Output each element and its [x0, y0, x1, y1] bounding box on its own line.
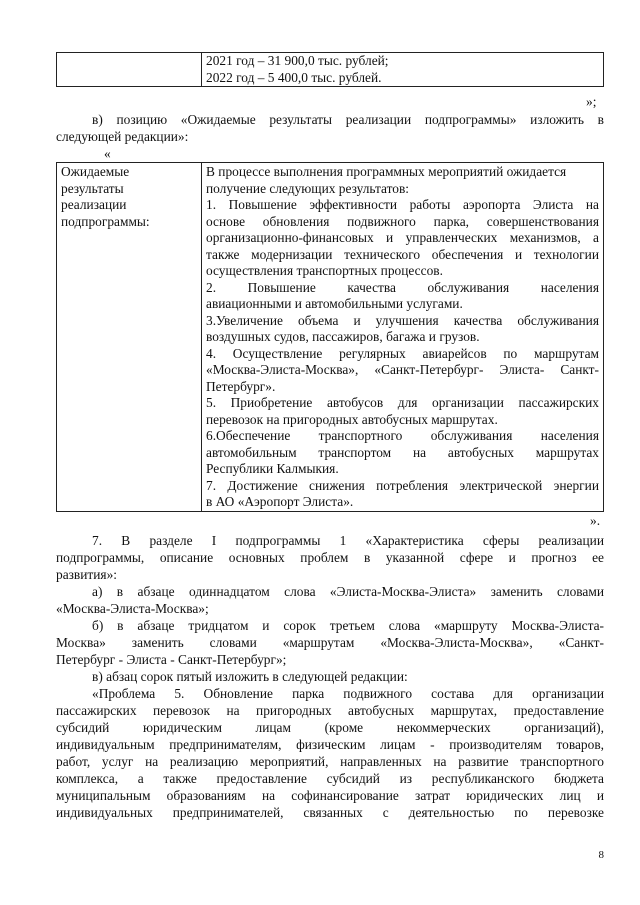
funding-line-2021: 2021 год – 31 900,0 тыс. рублей;: [206, 53, 389, 68]
paragraph-line: субсидий юридическим лицам (кроме некоммерческих организаций),: [56, 720, 604, 735]
paragraph-line: развития»:: [56, 567, 118, 582]
paragraph-line: подпрограммы, описание основных проблем в указанной сфере и прогноз ее: [56, 550, 604, 565]
results-line: 1. Повышение эффективности работы аэропорта Элиста на: [206, 197, 599, 212]
paragraph-line: муниципальным образованиям на софинансирование затрат юридических лиц и: [56, 788, 604, 803]
funding-table-fragment: [56, 52, 604, 87]
table-cell-empty: [57, 53, 202, 87]
paragraph-section-7: [56, 532, 604, 583]
results-line: организационно-финансовых и управленческих механизмов, а: [206, 230, 599, 245]
paragraph-line: комплекса, а также предоставление субсидий из республиканского бюджета: [56, 771, 604, 786]
paragraph-line: Москва» заменить словами «маршрутам «Москва-Элиста-Москва», «Санкт-: [56, 635, 604, 650]
results-label-cell: [57, 163, 202, 512]
results-line: 2. Повышение качества обслуживания населения: [206, 279, 599, 295]
paragraph-line: в) абзац сорок пятый изложить в следующей редакции:: [92, 669, 408, 684]
paragraph-v2: [56, 668, 604, 685]
results-line: воздушных судов, пассажиров, багажа и грузов.: [206, 329, 480, 344]
paragraph-line: в) позицию «Ожидаемые результаты реализации подпрограммы» изложить в: [92, 112, 604, 127]
results-line: авиационными и автомобильными услугами.: [206, 296, 463, 311]
paragraph-line: индивидуальных предпринимателей, связанных с деятельностью по перевозке: [56, 805, 604, 820]
paragraph-a: [56, 583, 604, 617]
opening-quote: «: [104, 146, 111, 161]
results-line: В процессе выполнения программных мероприятий ожидается: [206, 164, 567, 179]
results-line: осуществления транспортных процессов.: [206, 263, 443, 278]
paragraph-line: следующей редакции»:: [56, 129, 189, 144]
results-line: «Москва-Элиста-Москва», «Санкт-Петербург- Элиста- Санкт-: [206, 362, 599, 377]
table-cell-funding: [202, 53, 604, 87]
paragraph-line: пассажирских перевозок на пригородных автобусных маршрутах, предоставление: [56, 703, 604, 718]
paragraph-line: б) в абзаце тридцатом и сорок третьем слова «маршруту Москва-Элиста-: [92, 618, 604, 633]
results-line: в АО «Аэропорт Элиста».: [206, 494, 354, 509]
paragraph-b: [56, 617, 604, 668]
results-line: также модернизации технического обеспечения и технологии: [206, 246, 599, 262]
closing-quote: ».: [590, 513, 601, 528]
paragraph-line: 7. В разделе I подпрограммы 1 «Характеристика сферы реализации: [92, 533, 604, 548]
paragraph-line: индивидуальным предпринимателям, физическим лицам - производителям товаров,: [56, 737, 604, 752]
expected-results-table: [56, 162, 604, 512]
paragraph-line: Петербург - Элиста - Санкт-Петербург»;: [56, 652, 287, 667]
results-line: Петербург».: [206, 378, 276, 394]
label-line: результаты: [61, 180, 124, 196]
results-line: основе обновления подвижного парка, совершенствования: [206, 213, 599, 229]
paragraph-line: а) в абзаце одиннадцатом слова «Элиста-Москва-Элиста» заменить словами: [92, 584, 604, 599]
results-content-cell: [202, 163, 604, 512]
paragraph-line: «Москва-Элиста-Москва»;: [56, 601, 209, 616]
closing-quote: »;: [586, 94, 597, 109]
results-line: автомобильным транспортом на автобусных маршрутах: [206, 444, 599, 460]
page-number: 8: [598, 849, 604, 861]
results-line: Республики Калмыкия.: [206, 461, 339, 476]
results-line: перевозок на пригородных автобусных маршрутах.: [206, 411, 498, 427]
results-line: 3.Увеличение объема и улучшения качества обслуживания: [206, 312, 599, 328]
paragraph-line: работ, услуг на реализацию мероприятий, направленных на развитие транспортного: [56, 754, 604, 769]
results-line: 4. Осуществление регулярных авиарейсов по маршрутам: [206, 345, 599, 361]
results-line: 5. Приобретение автобусов для организации пассажирских: [206, 395, 599, 410]
results-line: получение следующих результатов:: [206, 180, 410, 196]
table-row: [57, 53, 604, 87]
paragraph-v: [56, 111, 604, 145]
table-row: [57, 163, 604, 512]
results-line: 7. Достижение снижения потребления электрической энергии: [206, 477, 599, 493]
label-line: подпрограммы:: [61, 213, 150, 229]
paragraph-line: «Проблема 5. Обновление парка подвижного состава для организации: [92, 686, 604, 701]
funding-line-2022: 2022 год – 5 400,0 тыс. рублей.: [206, 69, 382, 85]
label-line: Ожидаемые: [61, 164, 130, 179]
paragraph-problem-5: [56, 685, 604, 821]
results-line: 6.Обеспечение транспортного обслуживания населения: [206, 428, 599, 443]
label-line: реализации: [61, 197, 127, 212]
